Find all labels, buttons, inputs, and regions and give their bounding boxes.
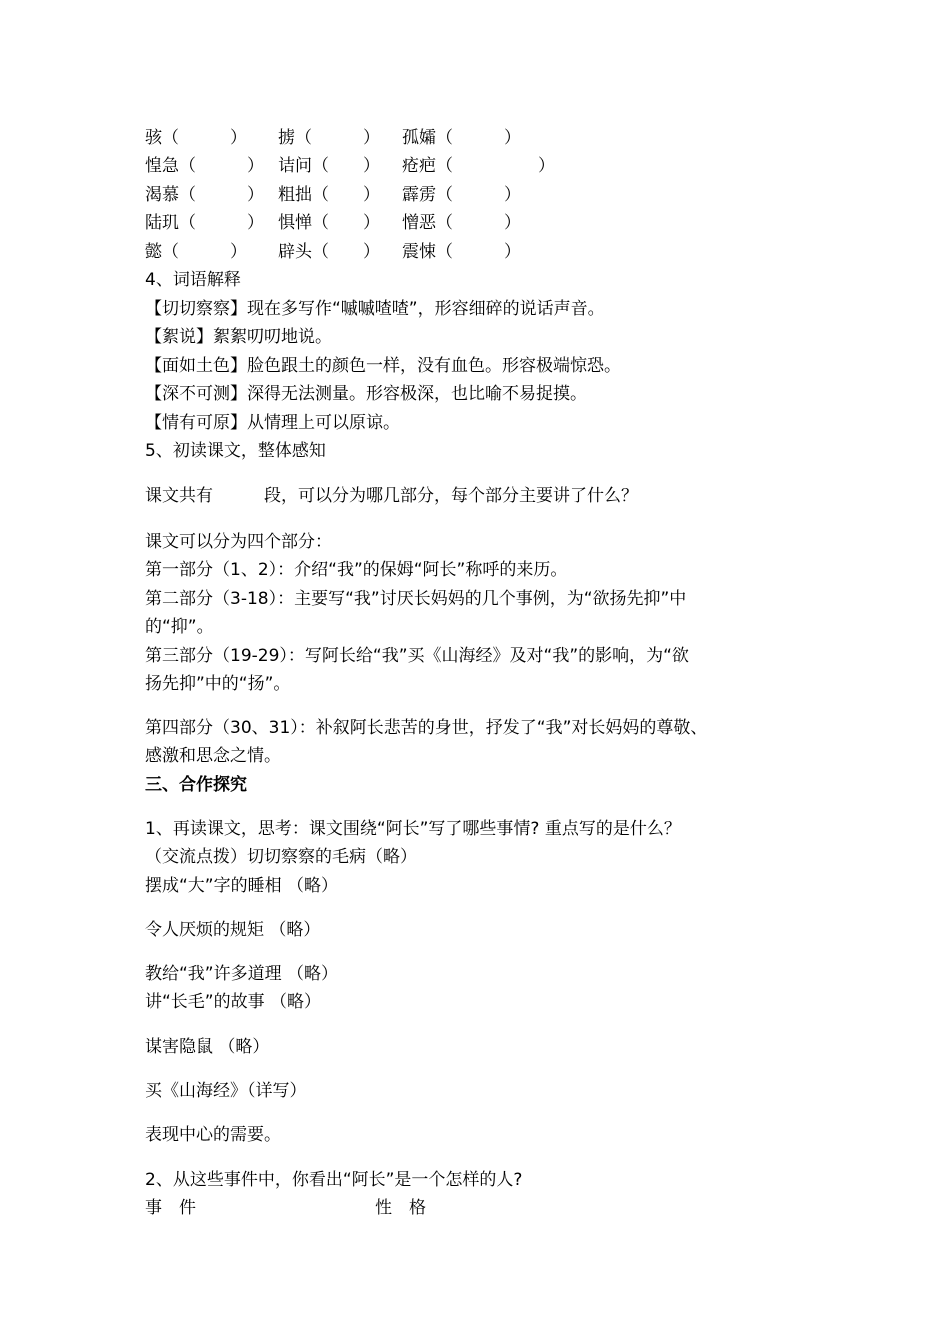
paragraph: 第一部分（1、2）：介绍“我”的保姆“阿长”称呼的来历。 (145, 560, 568, 580)
vocab-item: 孤孀（ ） (402, 128, 521, 148)
paragraph: 第三部分（19-29）：写阿长给“我”买《山海经》及对“我”的影响，为“欲 (145, 646, 689, 666)
question-text: 2、从这些事件中，你看出“阿长”是一个怎样的人? (145, 1170, 523, 1190)
event-item: 谋害隐鼠 （略） (145, 1037, 270, 1057)
vocab-item: 惶急（ ） (145, 156, 264, 176)
paragraph: 表现中心的需要。 (145, 1125, 281, 1145)
definition-item: 【絮说】絮絮叨叨地说。 (145, 327, 332, 347)
section-heading: 三、合作探究 (145, 775, 247, 795)
vocab-item: 霹雳（ ） (402, 185, 521, 205)
definition-item: 【切切察察】现在多写作“嘁嘁喳喳”，形容细碎的说话声音。 (145, 299, 605, 319)
definition-item: 【深不可测】深得无法测量。形容极深，也比喻不易捉摸。 (145, 384, 587, 404)
question-text: 1、再读课文，思考：课文围绕“阿长”写了哪些事情? 重点写的是什么？ (145, 819, 681, 839)
vocab-item: 辟头（ ） (278, 242, 380, 262)
vocab-item: 掳（ ） (278, 128, 380, 148)
vocab-item: 陆玑（ ） (145, 213, 264, 233)
paragraph: 课文可以分为四个部分： (145, 532, 332, 552)
section-heading: 4、词语解释 (145, 270, 241, 290)
event-item: 讲“长毛”的故事 （略） (145, 992, 322, 1012)
vocab-item: 诘问（ ） (278, 156, 380, 176)
question-text: 课文共有 段，可以分为哪几部分，每个部分主要讲了什么？ (145, 486, 638, 506)
paragraph: 的“抑”。 (145, 617, 214, 637)
event-item: 教给“我”许多道理 （略） (145, 964, 339, 984)
vocab-item: 震悚（ ） (402, 242, 521, 262)
vocab-item: 惧惮（ ） (278, 213, 380, 233)
section-heading: 5、初读课文，整体感知 (145, 441, 326, 461)
event-item: 令人厌烦的规矩 （略） (145, 920, 321, 940)
vocab-item: 疮疤（ ） (402, 156, 555, 176)
definition-item: 【面如土色】脸色跟土的颜色一样，没有血色。形容极端惊恐。 (145, 356, 621, 376)
definition-item: 【情有可原】从情理上可以原谅。 (145, 413, 400, 433)
event-item: （交流点拨）切切察察的毛病（略） (145, 847, 417, 867)
event-item: 摆成“大”字的睡相 （略） (145, 876, 339, 896)
paragraph: 感激和思念之情。 (145, 746, 281, 766)
vocab-item: 骇（ ） (145, 128, 247, 148)
vocab-item: 粗拙（ ） (278, 185, 380, 205)
paragraph: 第二部分（3-18）：主要写“我”讨厌长妈妈的几个事例，为“欲扬先抑”中 (145, 589, 687, 609)
paragraph: 扬先抑”中的“扬”。 (145, 674, 291, 694)
column-header-trait: 性 格 (375, 1198, 426, 1218)
vocab-item: 渴慕（ ） (145, 185, 264, 205)
paragraph: 第四部分（30、31）：补叙阿长悲苦的身世，抒发了“我”对长妈妈的尊敬、 (145, 718, 708, 738)
vocab-item: 憎恶（ ） (402, 213, 521, 233)
column-header-event: 事 件 (145, 1198, 196, 1218)
vocab-item: 懿（ ） (145, 242, 247, 262)
event-item: 买《山海经》（详写） (145, 1081, 307, 1101)
